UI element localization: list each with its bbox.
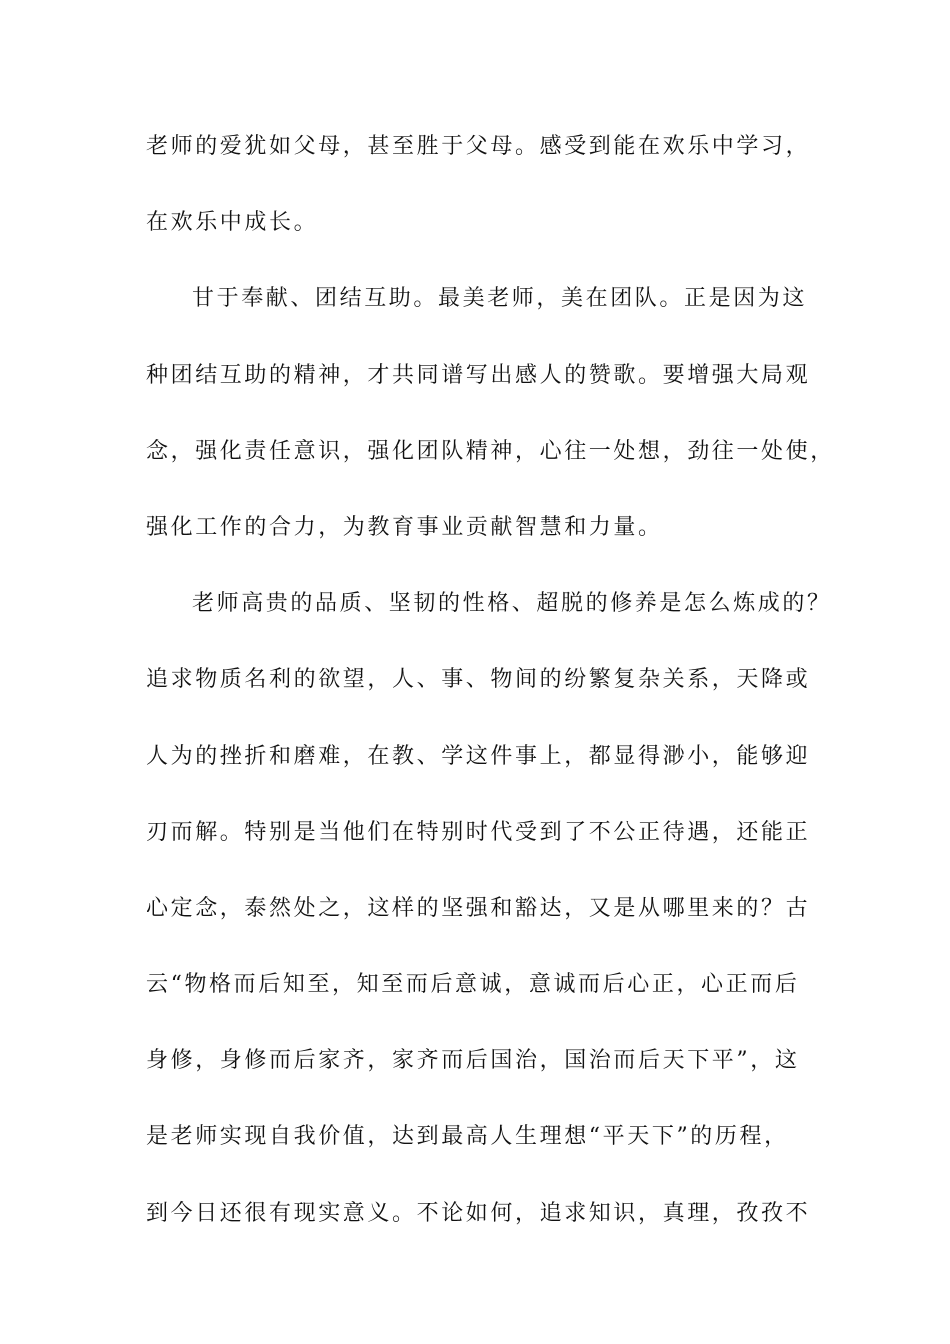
- text-line: 念，强化责任意识，强化团队精神，心往一处想，劲往一处使，: [146, 438, 835, 464]
- text-line: 云“物格而后知至，知至而后意诚，意诚而后心正，心正而后: [146, 972, 800, 998]
- text-line: 刃而解。特别是当他们在特别时代受到了不公正待遇，还能正: [146, 819, 811, 845]
- text-line: 心定念，泰然处之，这样的坚强和豁达，又是从哪里来的？古: [146, 895, 811, 921]
- text-line: 强化工作的合力，为教育事业贡献智慧和力量。: [146, 514, 663, 540]
- text-line: 到今日还很有现实意义。不论如何，追求知识，真理，孜孜不: [146, 1200, 811, 1226]
- text-line: 身修，身修而后家齐，家齐而后国治，国治而后天下平”，这: [146, 1048, 800, 1074]
- body-text: [146, 127, 835, 1270]
- text-line: 甘于奉献、团结互助。最美老师，美在团队。正是因为这: [192, 286, 808, 312]
- text-line: 是老师实现自我价值，达到最高人生理想“平天下”的历程，: [146, 1124, 789, 1150]
- text-line: 老师高贵的品质、坚韧的性格、超脱的修养是怎么炼成的？: [192, 591, 832, 617]
- text-line: 老师的爱犹如父母，甚至胜于父母。感受到能在欢乐中学习，: [146, 134, 811, 159]
- text-line: 在欢乐中成长。: [146, 210, 319, 236]
- text-line: 追求物质名利的欲望，人、事、物间的纷繁复杂关系，天降或: [146, 667, 811, 693]
- text-line: 人为的挫折和磨难，在教、学这件事上，都显得渺小，能够迎: [146, 743, 811, 769]
- text-line: 种团结互助的精神，才共同谱写出感人的赞歌。要增强大局观: [146, 362, 811, 388]
